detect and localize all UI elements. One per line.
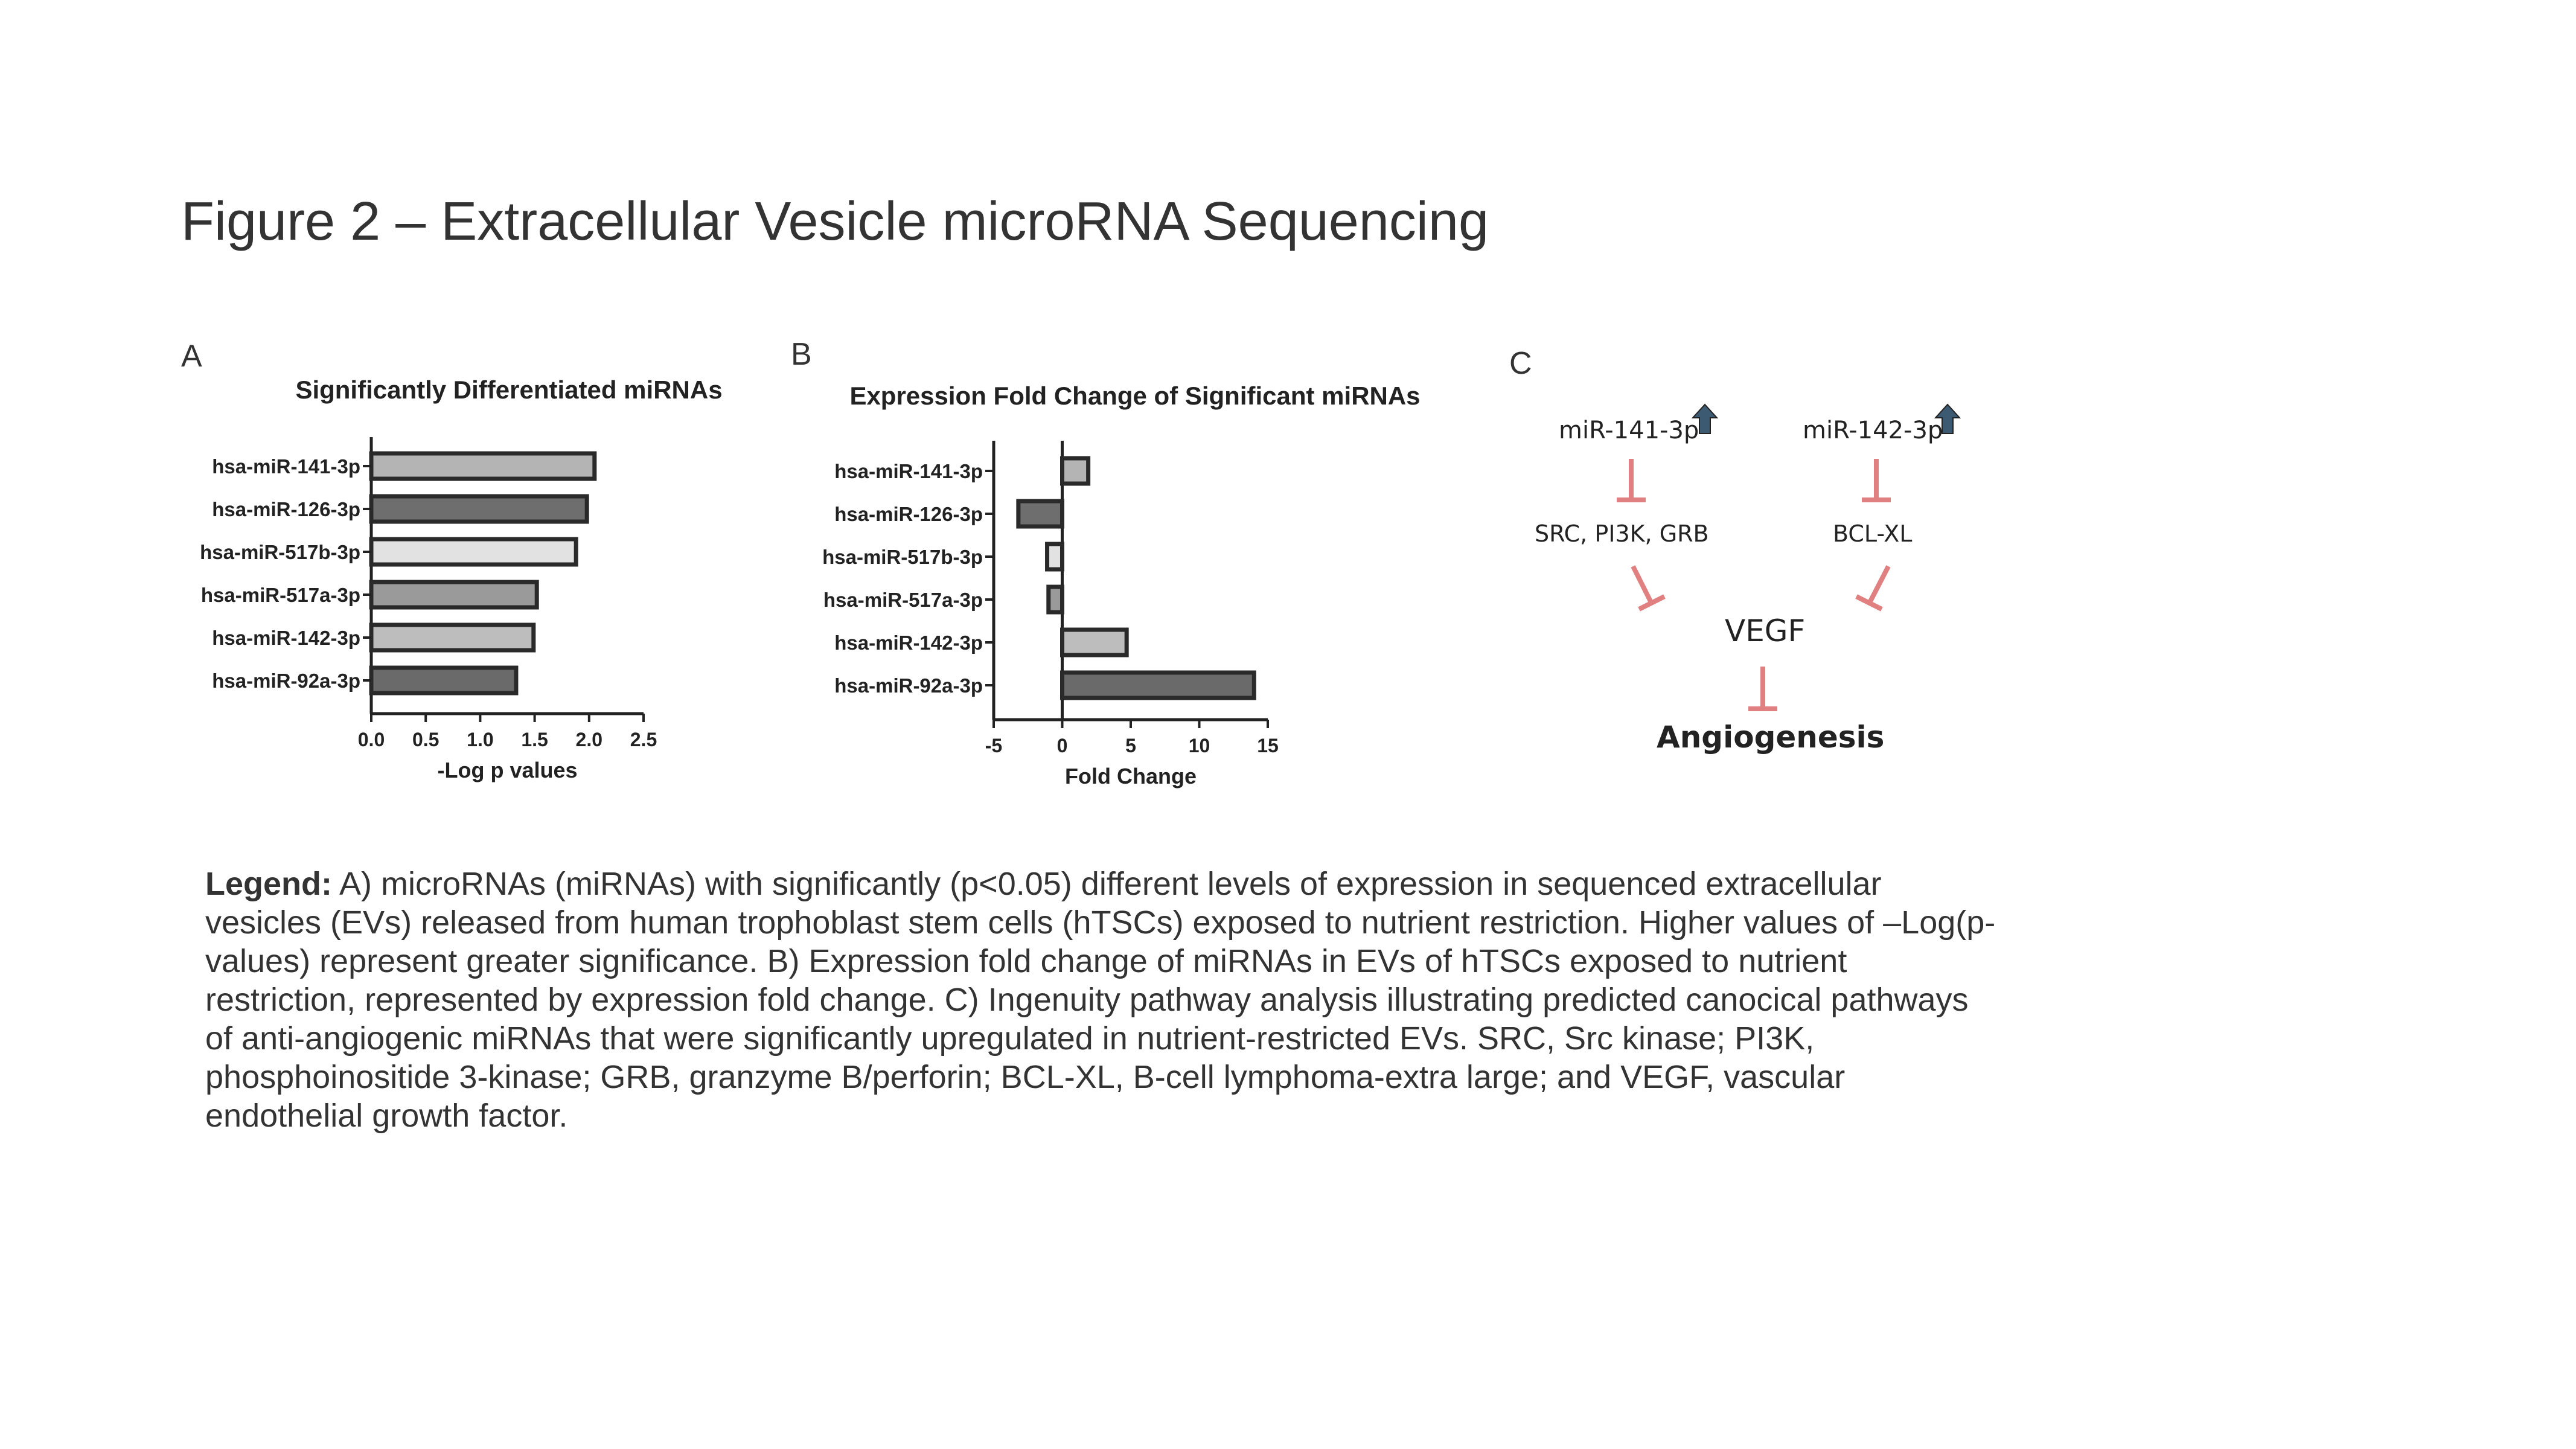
y-tick-label: hsa-miR-141-3p <box>212 455 360 478</box>
bar <box>1063 630 1127 655</box>
inhibition-icon <box>1748 667 1777 709</box>
x-tick-label: 0 <box>1056 735 1068 756</box>
y-tick-label: hsa-miR-142-3p <box>834 632 983 654</box>
legend-text: A) microRNAs (miRNAs) with significantly (p<0.05) different levels of expression in sequenced extracellular vesicles (EVs) released from human trophoblast stem cells (hTSCs) exposed to nutrient restriction. Higher values of –Log(p-values) represent greater significance. B) Expression fold change of miRNAs in EVs of hTSCs exposed to nutrient restriction, represented by expression fold change. C) Ingenuity pathway analysis illustrating predicted canocical pathways of anti-angiogenic miRNAs that were significantly upregulated in nutrient-restricted EVs. SRC, Src kinase; PI3K, phosphoinositide 3-kinase; GRB, granzyme B/perforin; BCL-XL, B-cell lymphoma-extra large; and VEGF, vascular endothelial growth factor. <box>205 866 1996 1134</box>
pathway-diagram <box>1461 338 2004 797</box>
x-tick-label: 0.5 <box>412 729 439 750</box>
panel-label-a: A <box>181 339 202 374</box>
bar <box>371 625 534 650</box>
vegf-label: VEGF <box>1725 613 1806 648</box>
chart-title: Significantly Differentiated miRNAs <box>295 376 723 404</box>
mir-142-label: miR-142-3p <box>1803 417 1943 444</box>
bar <box>1063 458 1088 484</box>
target-left-label: SRC, PI3K, GRB <box>1535 520 1709 547</box>
chart-a-significance <box>157 362 723 809</box>
bar <box>1047 544 1063 569</box>
y-tick-label: hsa-miR-92a-3p <box>834 674 983 697</box>
bar <box>371 668 516 693</box>
x-axis-label: -Log p values <box>437 758 578 782</box>
figure-title: Figure 2 – Extracellular Vesicle microRNA Sequencing <box>181 191 1489 252</box>
y-tick-label: hsa-miR-126-3p <box>212 498 360 520</box>
x-tick-label: -5 <box>985 735 1003 756</box>
bar <box>1063 673 1254 698</box>
panel-label-b: B <box>791 337 812 372</box>
y-tick-label: hsa-miR-517a-3p <box>200 584 360 606</box>
x-tick-label: 2.0 <box>575 729 603 750</box>
target-right-label: BCL-XL <box>1833 520 1913 547</box>
bar <box>371 539 576 565</box>
y-tick-label: hsa-miR-517b-3p <box>822 546 983 568</box>
bar <box>1049 587 1063 612</box>
x-tick-label: 0.0 <box>357 729 385 750</box>
chart-b-fold-change <box>785 362 1421 809</box>
y-tick-label: hsa-miR-517a-3p <box>823 589 983 611</box>
bar <box>1018 501 1063 526</box>
x-axis-label: Fold Change <box>1065 764 1197 788</box>
y-tick-label: hsa-miR-141-3p <box>834 460 983 482</box>
x-tick-label: 10 <box>1188 735 1210 756</box>
bar <box>371 453 595 479</box>
x-tick-label: 2.5 <box>630 729 657 750</box>
legend-label: Legend: <box>205 866 332 902</box>
inhibition-icon <box>1862 459 1891 500</box>
y-tick-label: hsa-miR-92a-3p <box>212 670 360 692</box>
outcome-label: Angiogenesis <box>1657 720 1885 755</box>
y-tick-label: hsa-miR-517b-3p <box>200 541 360 563</box>
mir-141-label: miR-141-3p <box>1559 417 1699 444</box>
x-tick-label: 1.5 <box>521 729 548 750</box>
inhibition-icon <box>1856 566 1888 609</box>
inhibition-icon <box>1633 566 1664 609</box>
figure-legend <box>205 865 2004 1135</box>
panel-label-c: C <box>1509 346 1532 381</box>
x-tick-label: 15 <box>1257 735 1279 756</box>
y-tick-label: hsa-miR-142-3p <box>212 627 360 649</box>
bar <box>371 582 537 607</box>
bar <box>371 496 587 522</box>
x-tick-label: 1.0 <box>467 729 494 750</box>
inhibition-icon <box>1617 459 1646 500</box>
chart-title: Expression Fold Change of Significant miRNAs <box>849 382 1421 410</box>
x-tick-label: 5 <box>1125 735 1136 756</box>
y-tick-label: hsa-miR-126-3p <box>834 503 983 525</box>
